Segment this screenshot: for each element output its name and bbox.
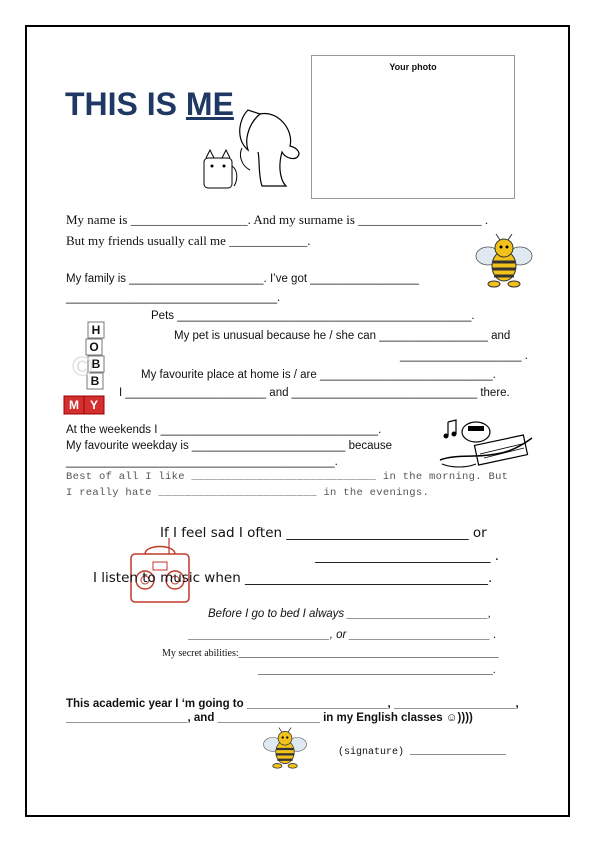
family-line-2: _________________________________. [66, 292, 281, 304]
pets-line: Pets ______________________________________________. [151, 310, 475, 322]
photo-label: Your photo [389, 62, 437, 72]
secret-line: My secret abilities:____________________________________________________ [162, 648, 499, 659]
hate-line: I really hate ________________________ in the evenings. [66, 487, 430, 499]
secret-line-2: _______________________________________________. [258, 665, 496, 676]
bee-icon [474, 234, 534, 290]
photo-box [311, 55, 515, 199]
academic-year-line: This academic year I ‘m going to ______________________, ___________________, [66, 698, 519, 710]
svg-text:O: O [89, 340, 99, 354]
svg-text:©: © [72, 351, 93, 382]
weekday-line-2: __________________________________________. [66, 456, 338, 468]
signature-line: (signature) ________________ [338, 747, 507, 758]
music-line: I listen to music when ____________________________________. [93, 570, 493, 586]
svg-text:B: B [91, 357, 101, 371]
pet-unusual-line-2: ___________________ . [400, 350, 528, 362]
svg-text:M: M [69, 398, 79, 412]
pet-unusual-line: My pet is unusual because he / she can _________________ and [174, 330, 511, 342]
svg-text:Y: Y [89, 398, 99, 412]
favourite-place-line-2: I ______________________ and _____________________________ there. [119, 387, 510, 399]
sad-line-2: __________________________ . [315, 548, 500, 564]
best-line: Best of all I like ____________________________ in the morning. But [66, 471, 509, 483]
family-line: My family is _____________________. I’ve got _________________ [66, 273, 419, 285]
bed-line-2: ______________________, or ______________________ . [189, 629, 497, 641]
page-title: THIS IS ME [65, 86, 234, 122]
sad-line: If I feel sad I often ___________________________ or [160, 525, 487, 541]
svg-text:H: H [91, 323, 101, 337]
bed-line: Before I go to bed I always ______________________, [208, 608, 492, 620]
bee-small-icon [262, 726, 308, 772]
friends-line: But my friends usually call me ____________. [66, 233, 311, 248]
weekends-line: At the weekends I __________________________________. [66, 424, 382, 436]
music-bird-icon [436, 414, 536, 470]
cat-dog-clipart-icon [198, 100, 308, 192]
svg-text:B: B [90, 374, 100, 388]
academic-year-line-2: ___________________, and ________________ in my English classes ☺)))) [66, 712, 473, 724]
name-line: My name is __________________. And my surname is ___________________ . [66, 212, 489, 227]
hobby-blocks-icon [62, 320, 112, 416]
weekday-line: My favourite weekday is ________________________ because [66, 440, 393, 452]
favourite-place-line: My favourite place at home is / are ___________________________. [141, 369, 496, 381]
